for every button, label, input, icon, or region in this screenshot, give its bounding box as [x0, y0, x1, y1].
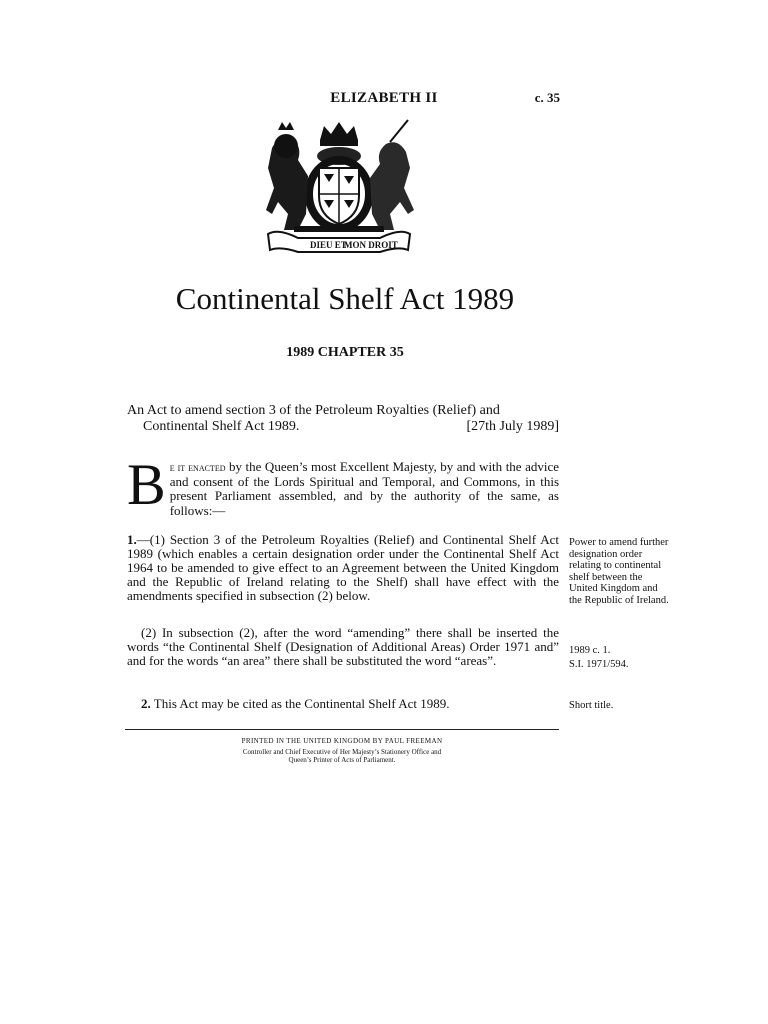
act-title: Continental Shelf Act 1989 — [175, 281, 515, 316]
section-1-subsection-2: (2) In subsection (2), after the word “amending” there shall be inserted the words “the Continental Shelf (Designation of Additional Areas) Order 1971 and” and for the words “an area” there shall be substituted the word “areas”. — [127, 625, 559, 668]
chapter-heading: 1989 CHAPTER 35 — [286, 345, 404, 360]
section-2-text: This Act may be cited as the Continental Shelf Act 1989. — [150, 696, 450, 711]
margin-note-section-2: Short title. — [569, 700, 614, 711]
monarch-header: ELIZABETH II — [330, 90, 438, 106]
enacting-formula — [127, 452, 560, 518]
margin-citation-1989: 1989 c. 1. — [569, 645, 611, 656]
motto-left: DIEU ET — [310, 240, 347, 250]
footer-rule — [125, 729, 559, 730]
enacting-smallcaps: e it enacted — [169, 462, 226, 474]
margin-note-section-1: Power to amend further designation order relating to continental shelf between the United Kingdom and the Republic of Ireland. — [569, 537, 669, 606]
printer-line-3: Queen’s Printer of Acts of Parliament. — [288, 756, 396, 764]
motto-right: MON DROIT — [344, 240, 398, 250]
royal-assent-date: [27th July 1989] — [466, 419, 559, 434]
long-title — [127, 403, 559, 435]
section-1-number: 1. — [127, 532, 137, 547]
section-1-subsection-1 — [127, 533, 559, 603]
chapter-reference: c. 35 — [534, 90, 560, 105]
section-1-text: —(1) Section 3 of the Petroleum Royalties (Relief) and Continental Shelf Act 1989 (which enables a certain designation order under the Continental Shelf Act 1964 to be amended to give effect to an Agreement between the United Kingdom and the Republic of Ireland relating to the Shelf) shall have effect with the amendments specified in subsection (2) below. — [127, 532, 559, 603]
long-title-line-1: An Act to amend section 3 of the Petroleum Royalties (Relief) and — [127, 403, 500, 418]
section-2 — [127, 697, 559, 711]
margin-citation-si: S.I. 1971/594. — [569, 659, 629, 670]
royal-coat-of-arms — [258, 118, 420, 254]
printer-line-1: PRINTED IN THE UNITED KINGDOM BY PAUL FREEMAN — [241, 737, 443, 745]
enacting-text: by the Queen’s most Excellent Majesty, by and with the advice and consent of the Lords Spiritual and Temporal, and Commons, in this present Parliament assembled, and by the authority of the same, as follows:— — [169, 459, 560, 518]
printer-imprint — [125, 737, 559, 764]
printer-line-2: Controller and Chief Executive of Her Majesty’s Stationery Office and — [242, 748, 442, 756]
long-title-line-2: Continental Shelf Act 1989. — [143, 419, 300, 434]
drop-cap: B — [127, 452, 166, 517]
section-2-number: 2. — [141, 696, 151, 711]
